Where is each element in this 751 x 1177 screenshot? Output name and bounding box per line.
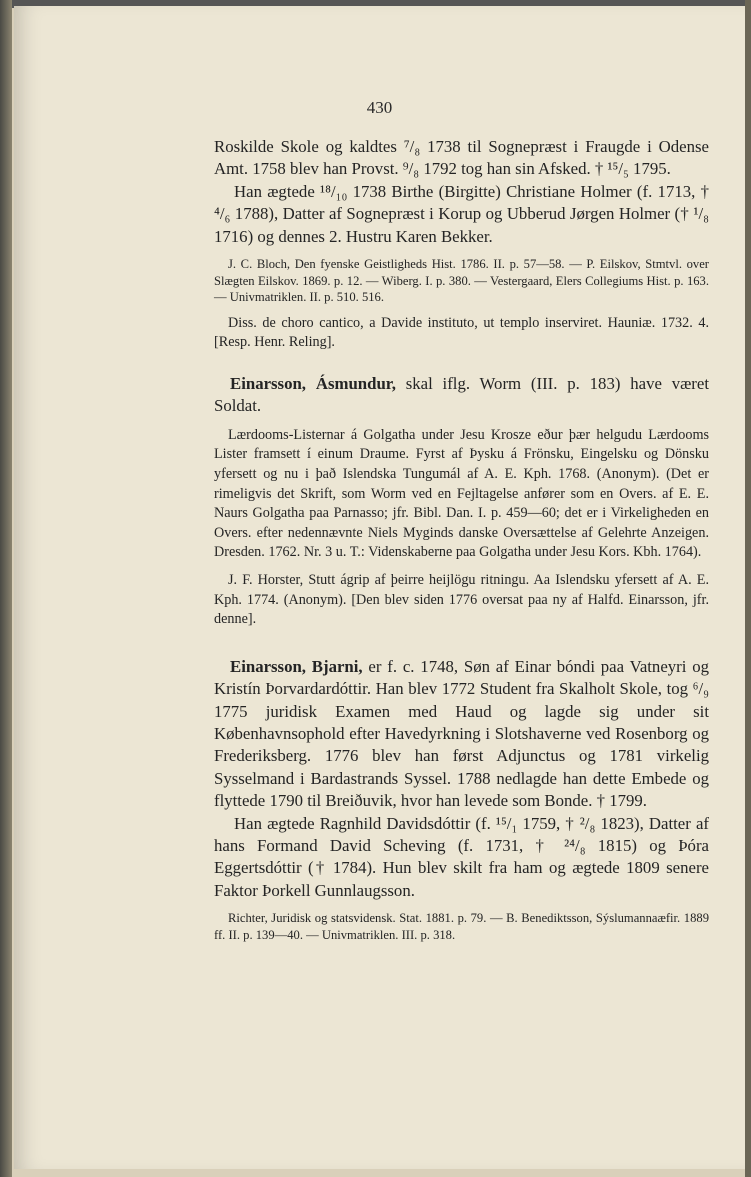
book-page (14, 6, 745, 1169)
scan-edge-right (745, 0, 751, 1177)
entry-bjarni-bio (214, 656, 709, 813)
entry-bjarni-sources: Richter, Juridisk og statsvidensk. Stat. 1881. p. 79. — B. Benediktsson, Sýslumannaæfir. 1889 ff. II. p. 139—40. — Univmatriklen. III. p. 318. (214, 911, 709, 942)
entry-bjarni-bio-text: er f. c. 1748, Søn af Einar bóndi paa Vatneyri og Kristín Þorvardardóttir. Han blev 1772 Student fra Skalholt Skole, tog ⁶/₉ 1775 juridisk Examen med Haud og lagde sig under sit Københavnsophold efter Havedyrkning i Slotshaverne ved Rosenborg og Frederiksberg. 1776 blev han først Adjunctus og 1781 virkelig Sysselmand i Bardastrands Syssel. 1788 nedlagde han dette Embede og flyttede 1790 til Breiðuvik, hvor han levede som Bonde. † 1799. (214, 656, 709, 811)
entry-asmundur-heading (214, 373, 709, 418)
entry-asmundur-work-2: J. F. Horster, Stutt ágrip af þeirre heijlögu ritningu. Aa Islendsku yfersett af A. E. Kph. 1774. (Anonym). [Den blev siden 1776 oversat paa ny af Halfd. Einarsson, jfr. denne]. (214, 571, 709, 628)
scan-binding-edge (0, 0, 12, 1177)
entry-asmundur-name: Einarsson, Ásmundur, (230, 374, 396, 393)
entry-asmundur-intro: skal iflg. Worm (III. p. 183) have været Soldat. (214, 374, 710, 416)
continued-entry-text: Roskilde Skole og kaldtes ⁷/₈ 1738 til Sognepræst i Fraugde i Odense Amt. 1758 blev han Provst. ⁹/₈ 1792 tog han sin Afsked. † ¹⁵/₅ 1795. (214, 137, 709, 179)
page-number: 430 (366, 98, 393, 117)
continued-entry-marriage: Han ægtede ¹⁸/₁₀ 1738 Birthe (Birgitte) Christiane Holmer (f. 1713, † ⁴/₆ 1788), Datter af Sognepræst i Korup og Ubberud Jørgen Holmer († ¹/₈ 1716) og dennes 2. Hustru Karen Bekker. (214, 181, 709, 246)
page-text (214, 136, 709, 943)
continued-entry-sources: J. C. Bloch, Den fyenske Geistligheds Hist. 1786. II. p. 57—58. — P. Eilskov, Stmtvl. over Slægten Eilskov. 1869. p. 12. — Wiberg. I. p. 380. — Vestergaard, Elers Collegiums Hist. p. 163. — Univmatriklen. II. p. 510. 516. (214, 257, 709, 305)
entry-asmundur-work-1: Lærdooms-Listernar á Golgatha under Jesu Krosze eður þær helgudu Lærdooms Lister framsett í einum Draume. Fyrst af Þysku á Frönsku, Eingelsku og Dönsku yfersett og nu i það Islendska Tungumál af A. E. Kph. 1768. (Anonym). (Det er rimeligvis det Skrift, som Worm ved en Fejltagelse anfører som en Overs. af E. E. Naurs Golgatha paa Parnasso; jfr. Bibl. Dan. I. p. 459—60; det er i Virkeligheden en Overs. efter nedennævnte Niels Myginds danske Oversættelse af Gelehrte Anzeigen. Dresden. 1762. Nr. 3 u. T.: Videnskaberne paa Golgatha under Jesu Kors. Kbh. 1764). (214, 426, 709, 561)
continued-entry-work: Diss. de choro cantico, a Davide instituto, ut templo inserviret. Hauniæ. 1732. 4. [Resp. Henr. Reling]. (214, 314, 709, 351)
entry-bjarni-marriage: Han ægtede Ragnhild Davidsdóttir (f. ¹⁵/₁ 1759, † ²/₈ 1823), Datter af hans Formand David Scheving (f. 1731, † ²⁴/₈ 1815) og Þóra Eggertsdóttir († 1784). Hun blev skilt fra ham og ægtede 1809 senere Faktor Þorkell Gunnlaugsson. (214, 813, 709, 900)
entry-bjarni-name: Einarsson, Bjarni, (230, 656, 363, 676)
